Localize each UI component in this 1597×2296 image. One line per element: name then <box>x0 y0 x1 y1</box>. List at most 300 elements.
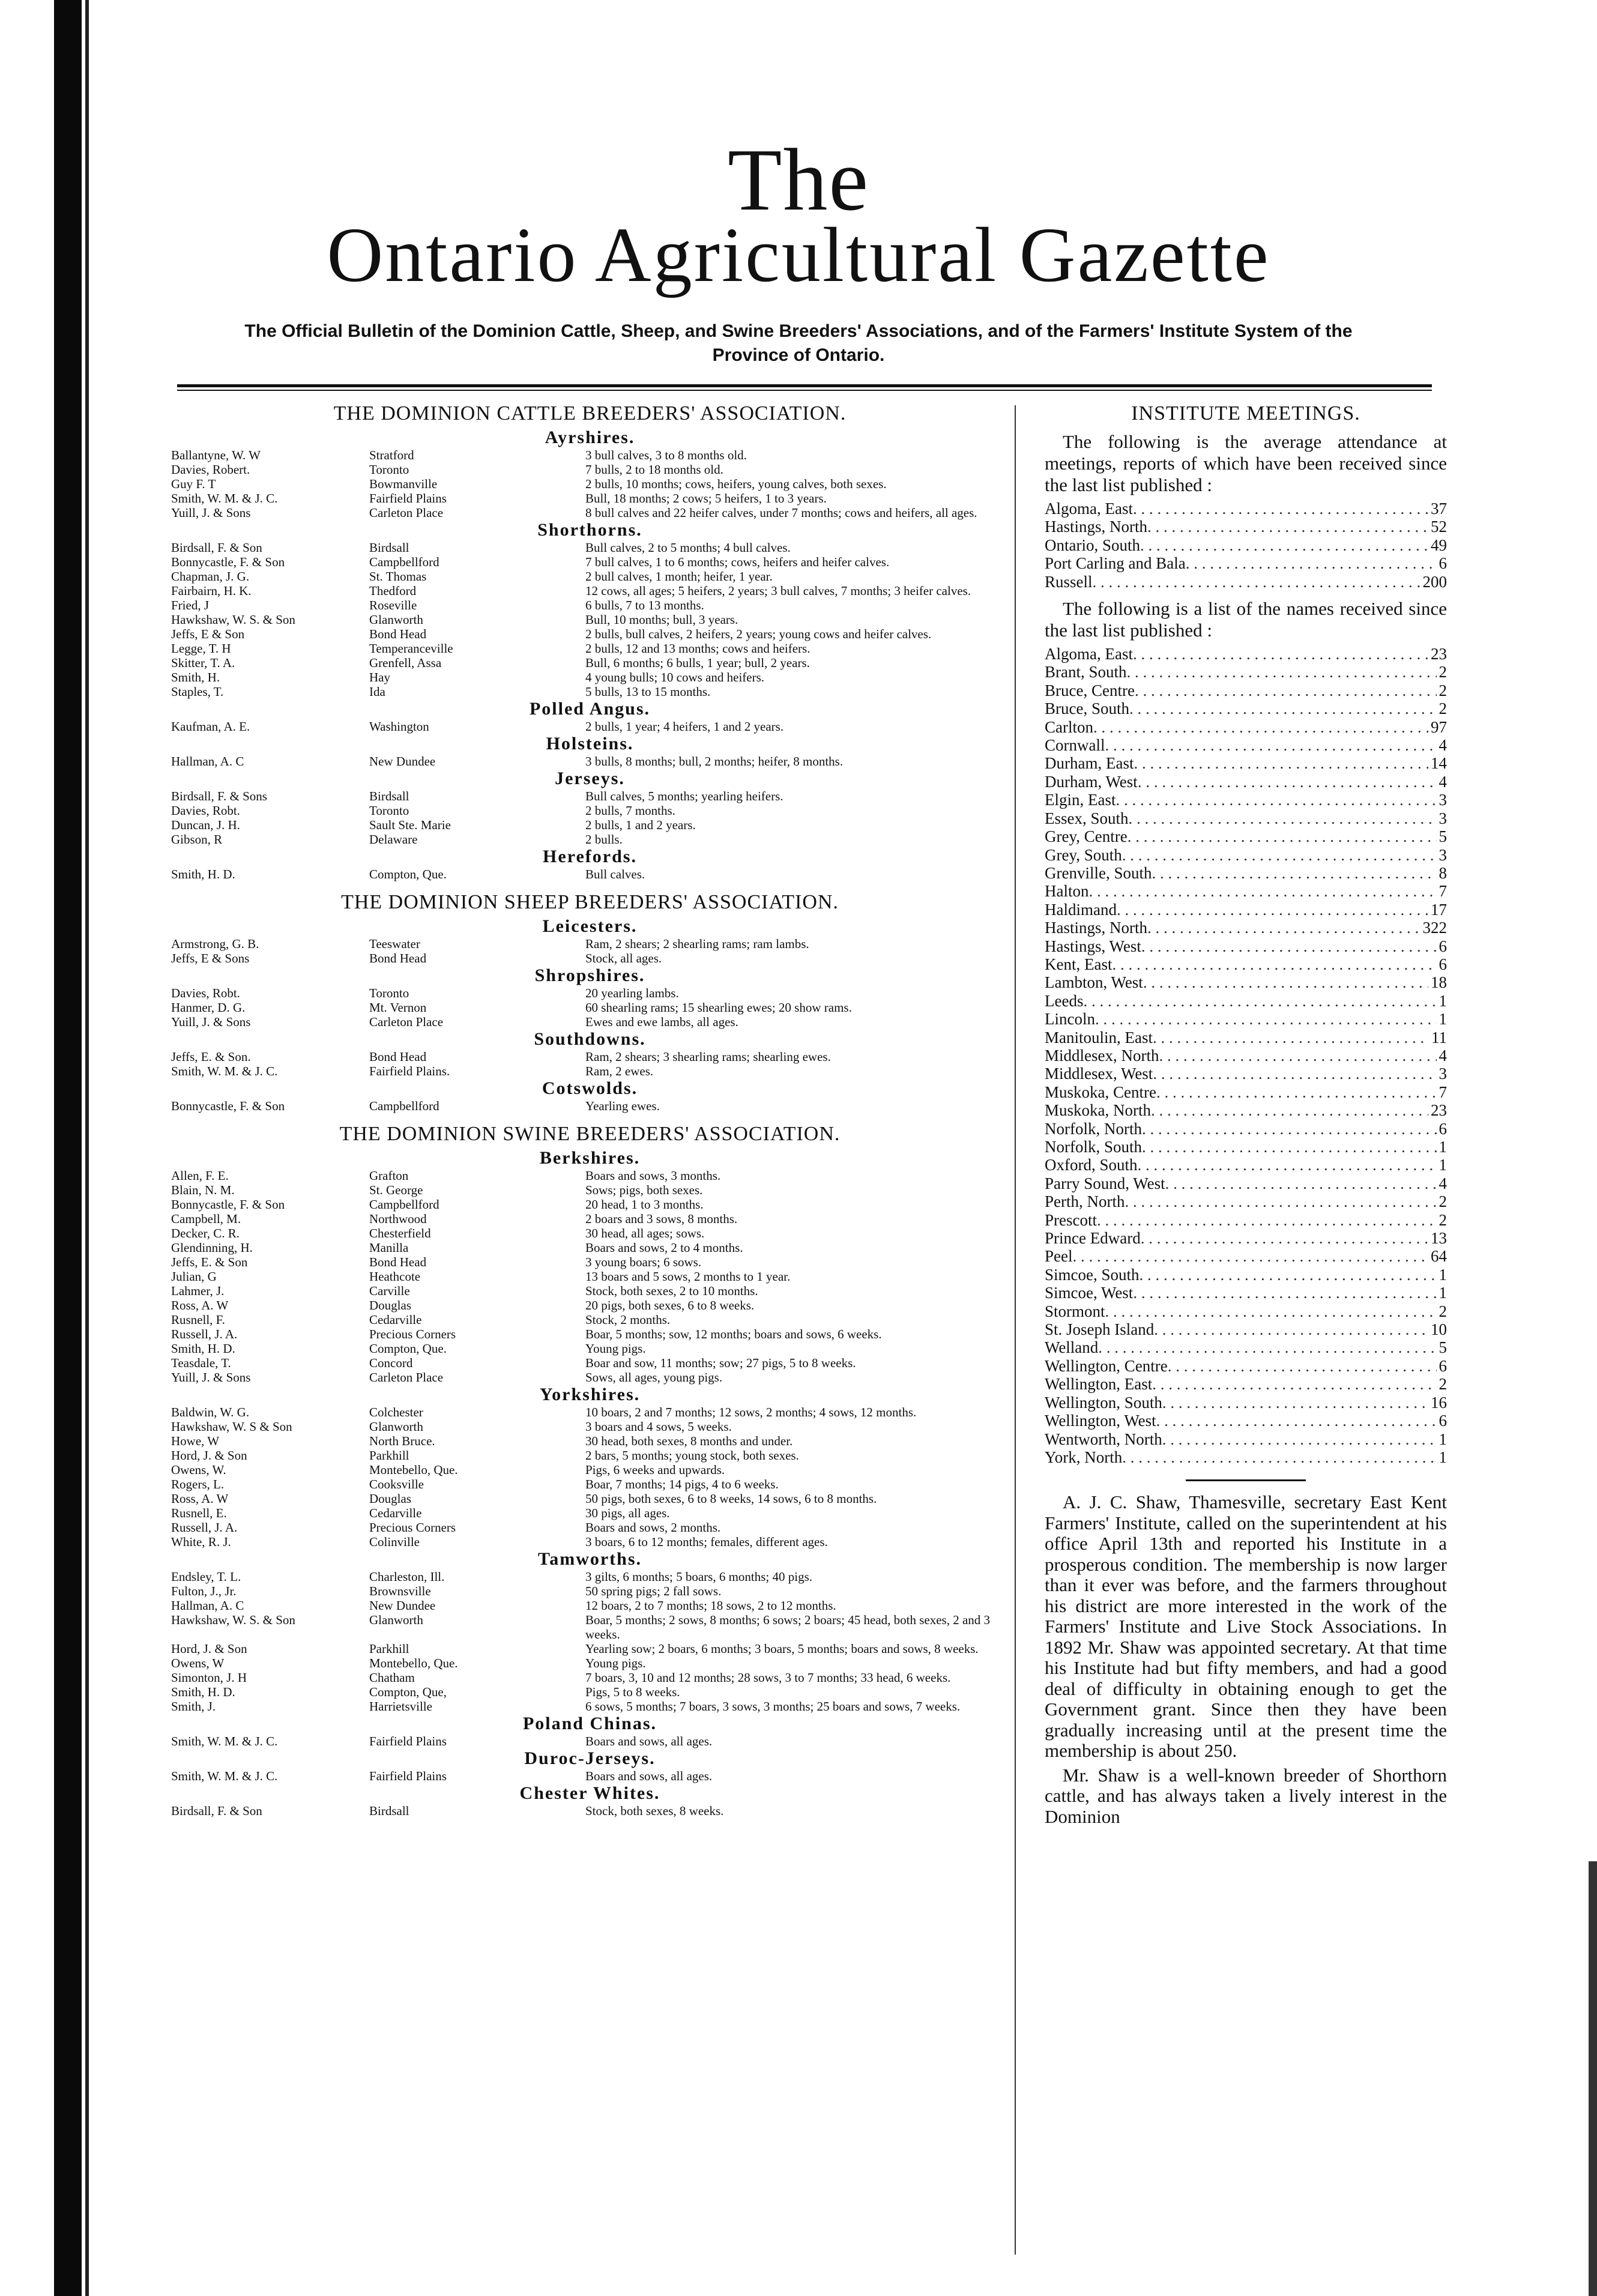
breeder-entry <box>171 832 1009 847</box>
institute-count: 6 <box>1439 554 1447 573</box>
breeder-name: Decker, C. R. <box>171 1226 240 1240</box>
institute-name: Oxford, South <box>1045 1156 1138 1174</box>
institute-name: Parry Sound, West <box>1045 1174 1165 1192</box>
stock-description: 3 boars and 4 sows, 5 weeks. <box>585 1419 732 1434</box>
institute-row <box>1045 1101 1447 1119</box>
institute-row <box>1045 1394 1447 1412</box>
stock-description: Boar, 5 months; sow, 12 months; boars and sows, 6 weeks. <box>585 1327 882 1341</box>
breeder-entry <box>171 818 1009 832</box>
breeders-listings-column <box>171 401 1009 1818</box>
breeder-entry <box>171 1370 1009 1385</box>
breeder-entry <box>171 1099 1009 1113</box>
breeder-entry <box>171 1226 1009 1240</box>
breeder-location: Glanworth <box>369 1613 423 1627</box>
leader-dots <box>1147 919 1420 937</box>
breeder-location: Campbellford <box>369 1197 439 1212</box>
breeder-entry <box>171 506 1009 520</box>
breeder-location: Bond Head <box>369 1050 427 1064</box>
breeder-location: Bond Head <box>369 627 427 641</box>
breeder-name: Birdsall, F. & Son <box>171 540 262 555</box>
leader-dots <box>1115 791 1436 809</box>
leader-dots <box>1153 1065 1436 1083</box>
breeder-location: Birdsall <box>369 540 409 555</box>
breeder-name: Bonnycastle, F. & Son <box>171 1099 285 1113</box>
leader-dots <box>1153 1029 1429 1047</box>
institute-name: Grey, South <box>1045 845 1122 864</box>
page-edge-line <box>85 0 89 2296</box>
breeder-entry <box>171 1000 1009 1015</box>
leader-dots <box>1133 645 1428 663</box>
breeder-location: Precious Corners <box>369 1327 456 1341</box>
institute-name: Muskoka, Centre <box>1045 1083 1156 1101</box>
breeder-location: Mt. Vernon <box>369 1000 427 1015</box>
breeder-entry <box>171 1804 1009 1818</box>
leader-dots <box>1134 754 1428 772</box>
breeder-entry <box>171 803 1009 818</box>
institute-count: 1 <box>1439 1156 1447 1174</box>
institute-name: Prince Edward <box>1045 1229 1141 1248</box>
institute-count: 3 <box>1439 809 1447 827</box>
breeder-name: Teasdale, T. <box>171 1356 231 1370</box>
breeder-entry <box>171 1255 1009 1269</box>
leader-dots <box>1093 573 1420 591</box>
institute-count: 6 <box>1439 1119 1447 1138</box>
institute-count: 3 <box>1439 1065 1447 1083</box>
leader-dots <box>1129 699 1437 718</box>
leader-dots <box>1168 1357 1437 1375</box>
breeder-location: Stratford <box>369 448 414 462</box>
breeder-entry <box>171 598 1009 612</box>
breeder-name: Lahmer, J. <box>171 1284 225 1298</box>
institute-name: Lambton, West <box>1045 973 1143 992</box>
institute-name: Lincoln <box>1045 1010 1095 1029</box>
breed-heading: Shropshires. <box>534 965 645 985</box>
institute-row <box>1045 1174 1447 1192</box>
breeder-entry <box>171 684 1009 699</box>
breeder-name: Hallman, A. C <box>171 1598 244 1613</box>
stock-description: 30 head, all ages; sows. <box>585 1226 705 1240</box>
breeder-entry <box>171 789 1009 803</box>
breeder-entry <box>171 656 1009 670</box>
institute-name: Leeds <box>1045 991 1084 1010</box>
breeder-entry <box>171 1240 1009 1255</box>
institute-row <box>1045 1266 1447 1284</box>
breeder-name: Ross, A. W <box>171 1491 229 1506</box>
institute-title: INSTITUTE MEETINGS. <box>1131 402 1360 424</box>
institute-row <box>1045 1448 1447 1466</box>
leader-dots <box>1154 1320 1428 1338</box>
breeder-entry <box>171 1734 1009 1748</box>
breeder-location: Cedarville <box>369 1506 422 1520</box>
stock-description: 2 bars, 5 months; young stock, both sexes. <box>585 1448 799 1463</box>
breeder-name: Hallman, A. C <box>171 754 244 769</box>
stock-description: 50 pigs, both sexes, 6 to 8 weeks, 14 sows, 6 to 8 months. <box>585 1491 877 1506</box>
breed-heading: Cotswolds. <box>542 1078 638 1098</box>
breeder-location: Cedarville <box>369 1313 422 1327</box>
institute-row <box>1045 1192 1447 1210</box>
breeder-entry <box>171 1656 1009 1670</box>
institute-count: 7 <box>1439 882 1447 901</box>
institute-name: Hastings, North <box>1045 518 1147 536</box>
breeder-entry <box>171 1405 1009 1419</box>
institute-row <box>1045 1065 1447 1083</box>
breed-heading: Chester Whites. <box>519 1783 660 1803</box>
stock-description: 7 bull calves, 1 to 6 months; cows, heifers and heifer calves. <box>585 555 890 569</box>
institute-meetings-column <box>1045 401 1447 1831</box>
institute-count: 14 <box>1431 754 1447 773</box>
institute-count: 2 <box>1439 1375 1447 1394</box>
stock-description: 2 bull calves, 1 month; heifer, 1 year. <box>585 569 773 584</box>
institute-name: Perth, North <box>1045 1192 1125 1211</box>
breeder-name: Skitter, T. A. <box>171 656 235 670</box>
stock-description: 7 bulls, 2 to 18 months old. <box>585 462 723 477</box>
leader-dots <box>1105 736 1437 754</box>
institute-count: 23 <box>1431 1101 1447 1120</box>
breeder-name: Hawkshaw, W. S. & Son <box>171 612 295 627</box>
leader-dots <box>1098 1338 1436 1356</box>
stock-description: 20 head, 1 to 3 months. <box>585 1197 704 1212</box>
stock-description: Stock, both sexes, 8 weeks. <box>585 1804 724 1818</box>
stock-description: Boars and sows, 3 months. <box>585 1168 721 1183</box>
stock-description: Young pigs. <box>585 1656 646 1670</box>
breeder-location: Roseville <box>369 598 417 612</box>
institute-name: Peel <box>1045 1247 1073 1266</box>
breeder-entry <box>171 1448 1009 1463</box>
stock-description: Boars and sows, all ages. <box>585 1734 713 1748</box>
breeder-location: Toronto <box>369 462 409 477</box>
breeder-location: Glanworth <box>369 612 423 627</box>
breeder-name: Birdsall, F. & Sons <box>171 789 267 803</box>
stock-description: 60 shearling rams; 15 shearling ewes; 20 show rams. <box>585 1000 852 1015</box>
breeder-name: Owens, W. <box>171 1463 226 1477</box>
breeder-entry <box>171 670 1009 684</box>
institute-name: Durham, West <box>1045 772 1138 791</box>
breeder-name: Hawkshaw, W. S. & Son <box>171 1613 295 1627</box>
institute-count: 4 <box>1439 772 1447 791</box>
breeder-location: Cooksville <box>369 1477 424 1491</box>
breeder-location: Sault Ste. Marie <box>369 818 451 832</box>
breeder-name: Yuill, J. & Sons <box>171 506 251 520</box>
institute-count: 4 <box>1439 1174 1447 1192</box>
stock-description: 5 bulls, 13 to 15 months. <box>585 684 711 699</box>
breeder-entry <box>171 1434 1009 1448</box>
breeder-location: Birdsall <box>369 789 409 803</box>
institute-count: 2 <box>1439 1192 1447 1211</box>
leader-dots <box>1129 809 1437 827</box>
breeder-location: Fairfield Plains <box>369 1734 447 1748</box>
breed-heading: Tamworths. <box>537 1549 642 1569</box>
institute-row <box>1045 699 1447 718</box>
association-title: THE DOMINION SWINE BREEDERS' ASSOCIATION. <box>339 1123 841 1145</box>
stock-description: 2 bulls, 1 and 2 years. <box>585 818 696 832</box>
breeder-location: Carleton Place <box>369 1015 444 1029</box>
breeder-name: Jeffs, E. & Son <box>171 1255 248 1269</box>
institute-name: Brant, South <box>1045 663 1127 681</box>
section-separator <box>1186 1479 1306 1481</box>
breeder-entry <box>171 1356 1009 1370</box>
institute-name: Cornwall <box>1045 736 1105 755</box>
breeder-name: Rusnell, F. <box>171 1313 225 1327</box>
stock-description: Pigs, 6 weeks and upwards. <box>585 1463 725 1477</box>
institute-row <box>1045 1156 1447 1174</box>
breeder-location: Charleston, Ill. <box>369 1569 445 1584</box>
institute-row <box>1045 1247 1447 1265</box>
stock-description: 6 bulls, 7 to 13 months. <box>585 598 704 612</box>
leader-dots <box>1140 536 1428 554</box>
institute-name: Bruce, South <box>1045 699 1129 718</box>
institute-name: Norfolk, North <box>1045 1119 1142 1138</box>
institute-name: Algoma, East <box>1045 645 1133 663</box>
institute-row <box>1045 973 1447 991</box>
institute-row <box>1045 864 1447 882</box>
leader-dots <box>1135 681 1437 699</box>
breeder-location: Fairfield Plains <box>369 491 447 506</box>
institute-row <box>1045 573 1447 591</box>
institute-row <box>1045 1357 1447 1375</box>
breeder-name: Bonnycastle, F. & Son <box>171 555 285 569</box>
stock-description: 10 boars, 2 and 7 months; 12 sows, 2 months; 4 sows, 12 months. <box>585 1405 917 1419</box>
institute-name: Grenville, South <box>1045 863 1152 882</box>
leader-dots <box>1122 1448 1436 1466</box>
institute-row <box>1045 663 1447 681</box>
breeder-entry <box>171 1642 1009 1656</box>
association-gap <box>171 1113 1009 1122</box>
breeder-location: Bond Head <box>369 1255 427 1269</box>
institute-count: 18 <box>1431 973 1447 992</box>
breed-heading: Herefords. <box>543 847 637 866</box>
leader-dots <box>1162 1430 1437 1448</box>
institute-row <box>1045 518 1447 536</box>
leader-dots <box>1143 973 1428 991</box>
stock-description: 2 bulls, bull calves, 2 heifers, 2 years; young cows and heifer calves. <box>585 627 932 641</box>
breeder-entry <box>171 462 1009 477</box>
names-list <box>1045 645 1447 1466</box>
breeder-name: Smith, H. D. <box>171 867 235 881</box>
breeder-location: St. George <box>369 1183 423 1197</box>
stock-description: 2 bulls, 12 and 13 months; cows and heifers. <box>585 641 811 656</box>
institute-count: 2 <box>1439 663 1447 681</box>
institute-row <box>1045 1302 1447 1320</box>
stock-description: Yearling sow; 2 boars, 6 months; 3 boars, 5 months; boars and sows, 8 weeks. <box>585 1642 979 1656</box>
breeder-name: Russell, J. A. <box>171 1327 238 1341</box>
institute-count: 2 <box>1439 1210 1447 1229</box>
attendance-list <box>1045 500 1447 591</box>
stock-description: Boar, 7 months; 14 pigs, 4 to 6 weeks. <box>585 1477 779 1491</box>
stock-description: 2 bulls, 1 year; 4 heifers, 1 and 2 years. <box>585 719 784 734</box>
institute-row <box>1045 1211 1447 1229</box>
institute-name: York, North <box>1045 1448 1123 1466</box>
institute-row <box>1045 809 1447 827</box>
shaw-paragraph: A. J. C. Shaw, Thamesville, secretary East Kent Farmers' Institute, called on the superintendent at his office April 13th and reported his Institute in a prosperous condition. The membership is now larger than it ever was before, and the farmers throughout his district are more interested in the work of the Farmers' Institute and Live Stock Associations. In 1892 Mr. Shaw was appointed secretary. At that time his Institute had but fifty members, and had a good deal of difficulty in obtaining enough to get the Government grant. Since then they have been gradually increasing until at the present time the membership is about 250. <box>1045 1491 1447 1762</box>
breeder-name: Rusnell, E. <box>171 1506 227 1520</box>
leader-dots <box>1162 1394 1428 1412</box>
breed-heading: Shorthorns. <box>537 520 642 540</box>
institute-count: 5 <box>1439 827 1447 846</box>
breeder-entry <box>171 1491 1009 1506</box>
stock-description: Bull calves, 2 to 5 months; 4 bull calves. <box>585 540 791 555</box>
breeder-name: Bonnycastle, F. & Son <box>171 1197 285 1212</box>
breeder-name: Rogers, L. <box>171 1477 225 1491</box>
leader-dots <box>1151 1101 1428 1119</box>
header-rule <box>177 384 1432 387</box>
breeder-entry <box>171 1298 1009 1313</box>
leader-dots <box>1138 1156 1437 1174</box>
breeder-entry <box>171 1183 1009 1197</box>
breeder-name: Smith, H. <box>171 670 220 684</box>
stock-description: 3 bull calves, 3 to 8 months old. <box>585 448 747 462</box>
institute-row <box>1045 1138 1447 1156</box>
institute-row <box>1045 791 1447 809</box>
breeder-location: Colinville <box>369 1535 420 1549</box>
institute-name: Wellington, West <box>1045 1412 1156 1430</box>
breeder-entry <box>171 1477 1009 1491</box>
breeder-name: Hanmer, D. G. <box>171 1000 246 1015</box>
leader-dots <box>1122 846 1437 864</box>
breeder-location: Thedford <box>369 584 417 598</box>
institute-row <box>1045 919 1447 937</box>
stock-description: 13 boars and 5 sows, 2 months to 1 year. <box>585 1269 791 1284</box>
institute-row <box>1045 536 1447 554</box>
institute-count: 2 <box>1439 1302 1447 1320</box>
breeder-name: Hord, J. & Son <box>171 1448 247 1463</box>
breeder-location: Glanworth <box>369 1419 423 1434</box>
stock-description: 7 boars, 3, 10 and 12 months; 28 sows, 3 to 7 months; 33 head, 6 weeks. <box>585 1670 951 1685</box>
breed-heading: Ayrshires. <box>545 427 635 447</box>
institute-count: 6 <box>1439 955 1447 973</box>
stock-description: 20 pigs, both sexes, 6 to 8 weeks. <box>585 1298 755 1313</box>
breeder-name: Armstrong, G. B. <box>171 937 259 951</box>
stock-description: 3 boars, 6 to 12 months; females, different ages. <box>585 1535 828 1549</box>
institute-count: 1 <box>1439 1138 1447 1156</box>
breeder-location: Washington <box>369 719 429 734</box>
breeder-location: Douglas <box>369 1298 411 1313</box>
breeder-location: Delaware <box>369 832 418 847</box>
stock-description: Bull, 6 months; 6 bulls, 1 year; bull, 2 years. <box>585 656 810 670</box>
institute-row <box>1045 1010 1447 1028</box>
leader-dots <box>1133 500 1428 518</box>
breeder-location: Montebello, Que. <box>369 1656 458 1670</box>
leader-dots <box>1073 1247 1429 1265</box>
institute-name: Essex, South <box>1045 809 1129 827</box>
institute-name: Elgin, East <box>1045 791 1116 809</box>
attendance-intro: The following is the average attendance at meetings, reports of which have been received since the last list published : <box>1045 431 1447 495</box>
stock-description: 12 boars, 2 to 7 months; 18 sows, 2 to 12 months. <box>585 1598 836 1613</box>
breeder-entry <box>171 1535 1009 1549</box>
institute-name: St. Joseph Island <box>1045 1320 1155 1339</box>
institute-name: Wellington, East <box>1045 1375 1153 1394</box>
breeder-location: Brownsville <box>369 1584 431 1598</box>
breeder-name: Jeffs, E. & Son. <box>171 1050 251 1064</box>
masthead-the: The <box>727 131 870 229</box>
institute-row <box>1045 681 1447 699</box>
institute-row <box>1045 554 1447 572</box>
institute-row <box>1045 882 1447 900</box>
stock-description: Sows, all ages, young pigs. <box>585 1370 723 1385</box>
breeder-name: Howe, W <box>171 1434 220 1448</box>
institute-count: 6 <box>1439 1412 1447 1430</box>
institute-name: Russell <box>1045 572 1093 591</box>
stock-description: 3 bulls, 8 months; bull, 2 months; heifer, 8 months. <box>585 754 844 769</box>
stock-description: Boars and sows, all ages. <box>585 1769 713 1783</box>
breeder-name: Blain, N. M. <box>171 1183 235 1197</box>
institute-row <box>1045 937 1447 955</box>
breeder-location: Toronto <box>369 986 409 1000</box>
leader-dots <box>1133 1284 1436 1302</box>
breeder-name: Hord, J. & Son <box>171 1642 247 1656</box>
masthead-subtitle: The Official Bulletin of the Dominion Cattle, Sheep, and Swine Breeders' Associations, and of the Farmers' Institute System of the Province of Ontario. <box>244 321 1353 365</box>
leader-dots <box>1141 1229 1428 1247</box>
leader-dots <box>1186 554 1437 572</box>
stock-description: Boars and sows, 2 to 4 months. <box>585 1240 743 1255</box>
breeder-entry <box>171 627 1009 641</box>
breeder-location: Compton, Que, <box>369 1685 447 1699</box>
breeder-entry <box>171 1327 1009 1341</box>
leader-dots <box>1097 1211 1437 1229</box>
institute-name: Durham, East <box>1045 754 1134 773</box>
breeder-name: Smith, W. M. & J. C. <box>171 491 278 506</box>
breeder-location: Campbellford <box>369 1099 439 1113</box>
breeder-location: Bowmanville <box>369 477 438 491</box>
institute-name: Wentworth, North <box>1045 1430 1162 1448</box>
leader-dots <box>1165 1174 1437 1192</box>
stock-description: 2 boars and 3 sows, 8 months. <box>585 1212 738 1226</box>
breeder-location: Ida <box>369 684 385 699</box>
stock-description: 3 young boars; 6 sows. <box>585 1255 702 1269</box>
breeder-location: Compton, Que. <box>369 1341 447 1356</box>
breeder-name: Smith, W. M. & J. C. <box>171 1769 278 1783</box>
breeder-location: Concord <box>369 1356 413 1370</box>
stock-description: 3 gilts, 6 months; 5 boars, 6 months; 40 pigs. <box>585 1569 813 1584</box>
breeder-location: Chesterfield <box>369 1226 431 1240</box>
breeder-name: White, R. J. <box>171 1535 231 1549</box>
breeder-location: Fairfield Plains <box>369 1769 447 1783</box>
breeder-location: Parkhill <box>369 1448 409 1463</box>
institute-row <box>1045 1029 1447 1047</box>
institute-count: 37 <box>1431 500 1447 518</box>
institute-row <box>1045 1229 1447 1247</box>
institute-row <box>1045 1430 1447 1448</box>
stock-description: Bull calves, 5 months; yearling heifers. <box>585 789 783 803</box>
breeder-entry <box>171 1598 1009 1613</box>
leader-dots <box>1152 864 1436 882</box>
breeder-entry <box>171 448 1009 462</box>
leader-dots <box>1095 1010 1437 1028</box>
institute-row <box>1045 754 1447 772</box>
institute-count: 200 <box>1422 572 1447 591</box>
breeder-location: Northwood <box>369 1212 427 1226</box>
breeder-entry <box>171 1613 1009 1642</box>
institute-count: 8 <box>1439 863 1447 882</box>
institute-name: Welland <box>1045 1338 1099 1357</box>
leader-dots <box>1083 992 1436 1010</box>
institute-count: 1 <box>1439 991 1447 1010</box>
breeder-entry <box>171 986 1009 1000</box>
breeder-name: Julian, G <box>171 1269 217 1284</box>
breeder-name: Baldwin, W. G. <box>171 1405 250 1419</box>
stock-description: 30 head, both sexes, 8 months and under. <box>585 1434 793 1448</box>
institute-row <box>1045 846 1447 864</box>
breed-heading: Leicesters. <box>542 916 638 936</box>
stock-description: 30 pigs, all ages. <box>585 1506 670 1520</box>
stock-description: Stock, all ages. <box>585 951 662 965</box>
stock-description: Boars and sows, 2 months. <box>585 1520 721 1535</box>
breeder-name: Chapman, J. G. <box>171 569 250 584</box>
breeder-location: Carville <box>369 1284 410 1298</box>
breed-heading: Jerseys. <box>555 769 625 788</box>
institute-row <box>1045 1338 1447 1356</box>
breeder-entry <box>171 612 1009 627</box>
leader-dots <box>1127 663 1437 681</box>
